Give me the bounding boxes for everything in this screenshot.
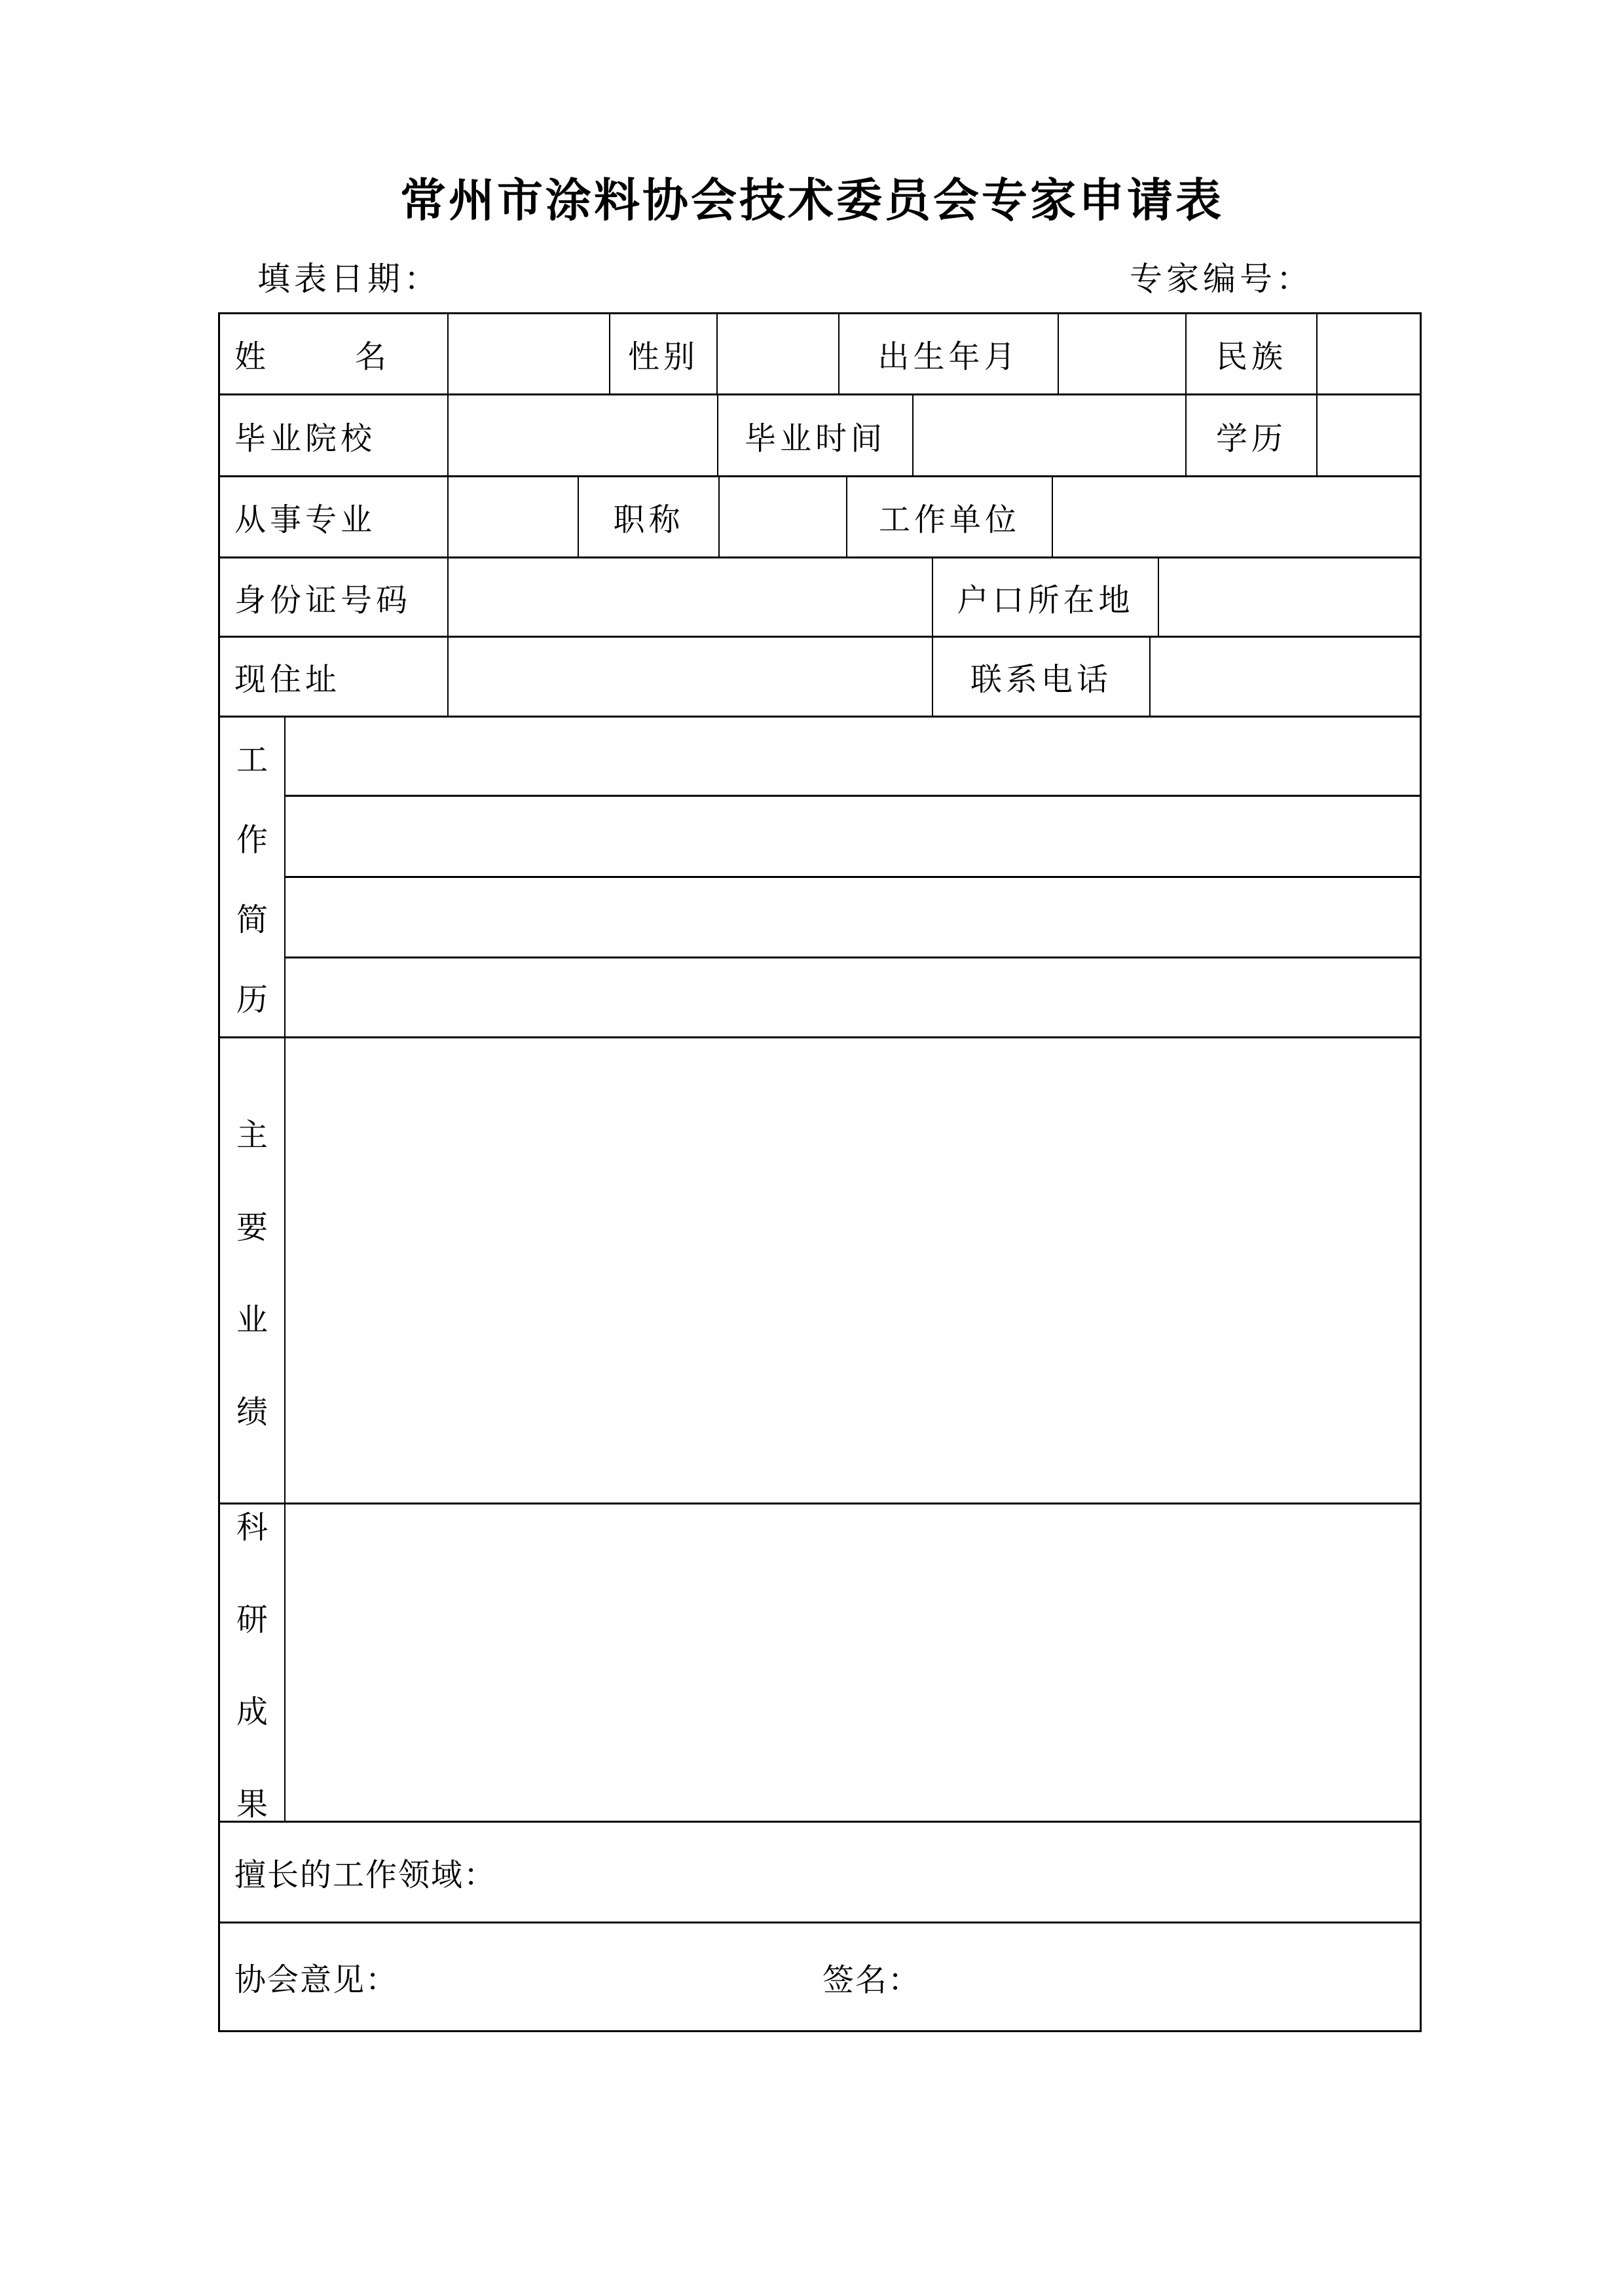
ethnicity-label-cell <box>1185 314 1316 393</box>
expertise-label: 擅长的工作领域： <box>234 1858 497 1893</box>
achievements-content <box>286 1038 1420 1503</box>
profession-value-cell <box>447 477 578 556</box>
work-resume-label <box>220 718 286 1036</box>
birth-date-label-cell <box>838 314 1058 393</box>
ethnicity-value-cell <box>1316 314 1420 393</box>
fill-date-label: 填表日期： <box>257 261 441 297</box>
achievements-label <box>220 1038 286 1503</box>
achievements-char3: 业 <box>236 1302 268 1338</box>
achievements-char1: 主 <box>236 1118 268 1153</box>
work-resume-char4: 历 <box>236 982 268 1017</box>
work-resume-line-2 <box>286 795 1420 875</box>
research-char3: 成 <box>236 1694 268 1730</box>
research-char2: 研 <box>236 1602 268 1637</box>
row-name <box>220 314 1420 393</box>
education-label-cell <box>1185 395 1316 475</box>
work-resume-line-1 <box>286 718 1420 795</box>
research-char1: 科 <box>236 1510 268 1545</box>
gender-label-cell <box>609 314 716 393</box>
name-label-char1: 姓 <box>234 340 267 374</box>
achievements-char4: 绩 <box>236 1394 268 1430</box>
page-title: 常州市涂料协会技术委员会专家申请表 <box>400 176 1224 227</box>
profession-label: 从事专业 <box>234 503 377 538</box>
expertise-cell <box>220 1823 1420 1922</box>
expert-no-label: 专家编号： <box>1130 261 1313 297</box>
id-number-label-cell <box>220 558 447 636</box>
phone-value-cell <box>1149 638 1420 716</box>
school-label-cell <box>220 395 447 475</box>
row-id-number <box>220 556 1420 636</box>
job-title-label: 职称 <box>613 503 684 538</box>
work-resume-line-4 <box>286 957 1420 1036</box>
birth-date-label: 出生年月 <box>877 340 1020 374</box>
employer-label-cell <box>846 477 1052 556</box>
employer-label: 工作单位 <box>878 503 1020 538</box>
work-resume-line-3 <box>286 876 1420 957</box>
birth-date-value-cell <box>1058 314 1185 393</box>
row-expertise <box>220 1821 1420 1922</box>
signature-label: 签名： <box>822 1963 921 1997</box>
section-work-resume <box>220 716 1420 1036</box>
address-value-cell <box>447 638 932 716</box>
job-title-label-cell <box>578 477 718 556</box>
research-content <box>286 1504 1420 1821</box>
work-resume-char1: 工 <box>236 743 268 778</box>
id-number-value-cell <box>447 558 932 636</box>
grad-time-label-cell <box>717 395 912 475</box>
research-label <box>220 1504 286 1821</box>
job-title-value-cell <box>718 477 846 556</box>
opinion-label: 协会意见： <box>234 1963 399 1997</box>
application-form-table <box>218 312 1422 2032</box>
grad-time-value-cell <box>912 395 1185 475</box>
gender-label: 性别 <box>627 340 699 374</box>
school-value-cell <box>447 395 717 475</box>
id-number-label: 身份证号码 <box>234 583 412 618</box>
name-label-char2: 名 <box>354 340 386 374</box>
household-label-cell <box>932 558 1158 636</box>
row-school <box>220 393 1420 475</box>
row-address <box>220 636 1420 716</box>
section-research <box>220 1503 1420 1821</box>
achievements-char2: 要 <box>236 1210 268 1245</box>
name-value-cell <box>447 314 609 393</box>
phone-label-cell <box>932 638 1149 716</box>
work-resume-char3: 简 <box>236 902 268 938</box>
row-profession <box>220 475 1420 556</box>
education-value-cell <box>1316 395 1420 475</box>
work-resume-char2: 作 <box>236 823 268 858</box>
employer-value-cell <box>1052 477 1420 556</box>
education-label: 学历 <box>1215 421 1287 456</box>
address-label: 现住址 <box>234 663 341 697</box>
work-resume-content <box>286 718 1420 1036</box>
section-achievements <box>220 1036 1420 1503</box>
meta-line <box>0 253 1624 297</box>
opinion-cell <box>220 1923 1420 2030</box>
school-label: 毕业院校 <box>234 421 377 456</box>
profession-label-cell <box>220 477 447 556</box>
household-label: 户口所在地 <box>957 583 1134 618</box>
name-label <box>234 331 386 376</box>
research-char4: 果 <box>236 1787 268 1822</box>
gender-value-cell <box>716 314 838 393</box>
phone-label: 联系电话 <box>970 663 1112 697</box>
ethnicity-label: 民族 <box>1215 340 1287 374</box>
household-value-cell <box>1158 558 1420 636</box>
address-label-cell <box>220 638 447 716</box>
grad-time-label: 毕业时间 <box>744 421 886 456</box>
row-opinion <box>220 1922 1420 2030</box>
name-label-cell <box>220 314 447 393</box>
